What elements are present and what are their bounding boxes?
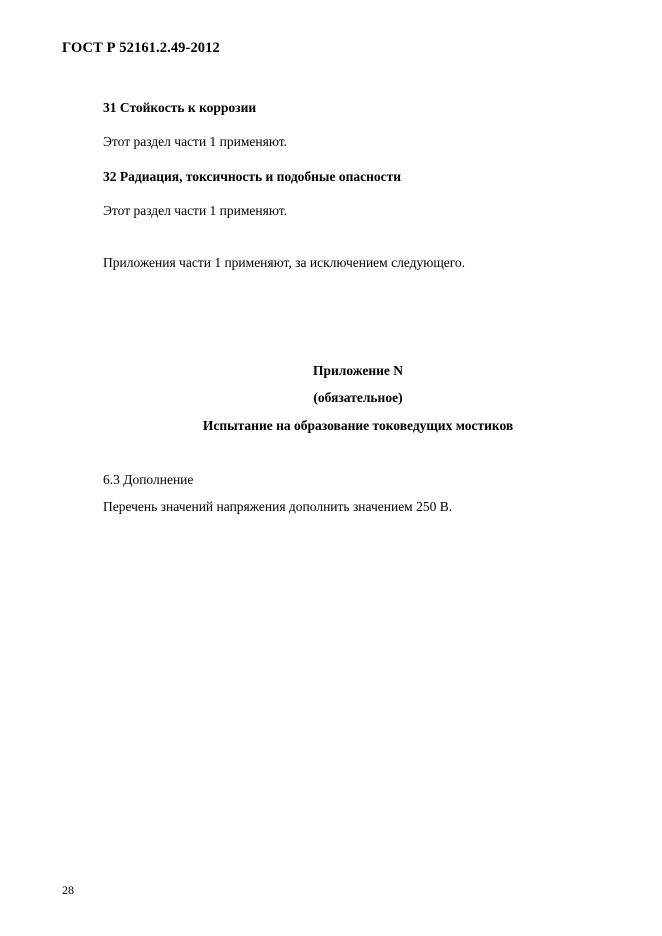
page-number: 28 xyxy=(62,883,74,897)
annex-title: Приложение N xyxy=(312,363,404,378)
standard-id-header: ГОСТ Р 52161.2.49-2012 xyxy=(62,40,220,56)
amendment-clause: 6.3 Дополнение xyxy=(103,472,194,487)
section-31-heading: 31 Стойкость к коррозии xyxy=(103,100,257,115)
annex-intro-text: Приложения части 1 применяют, за исключением следующего. xyxy=(103,255,466,270)
annex-status: (обязательное) xyxy=(313,390,403,405)
section-32-heading: 32 Радиация, токсичность и подобные опасности xyxy=(103,169,402,184)
section-31-text: Этот раздел части 1 применяют. xyxy=(103,134,288,149)
section-32-text: Этот раздел части 1 применяют. xyxy=(103,203,288,218)
annex-name: Испытание на образование токоведущих мостиков xyxy=(202,418,514,433)
amendment-text: Перечень значений напряжения дополнить значением 250 В. xyxy=(103,499,453,514)
